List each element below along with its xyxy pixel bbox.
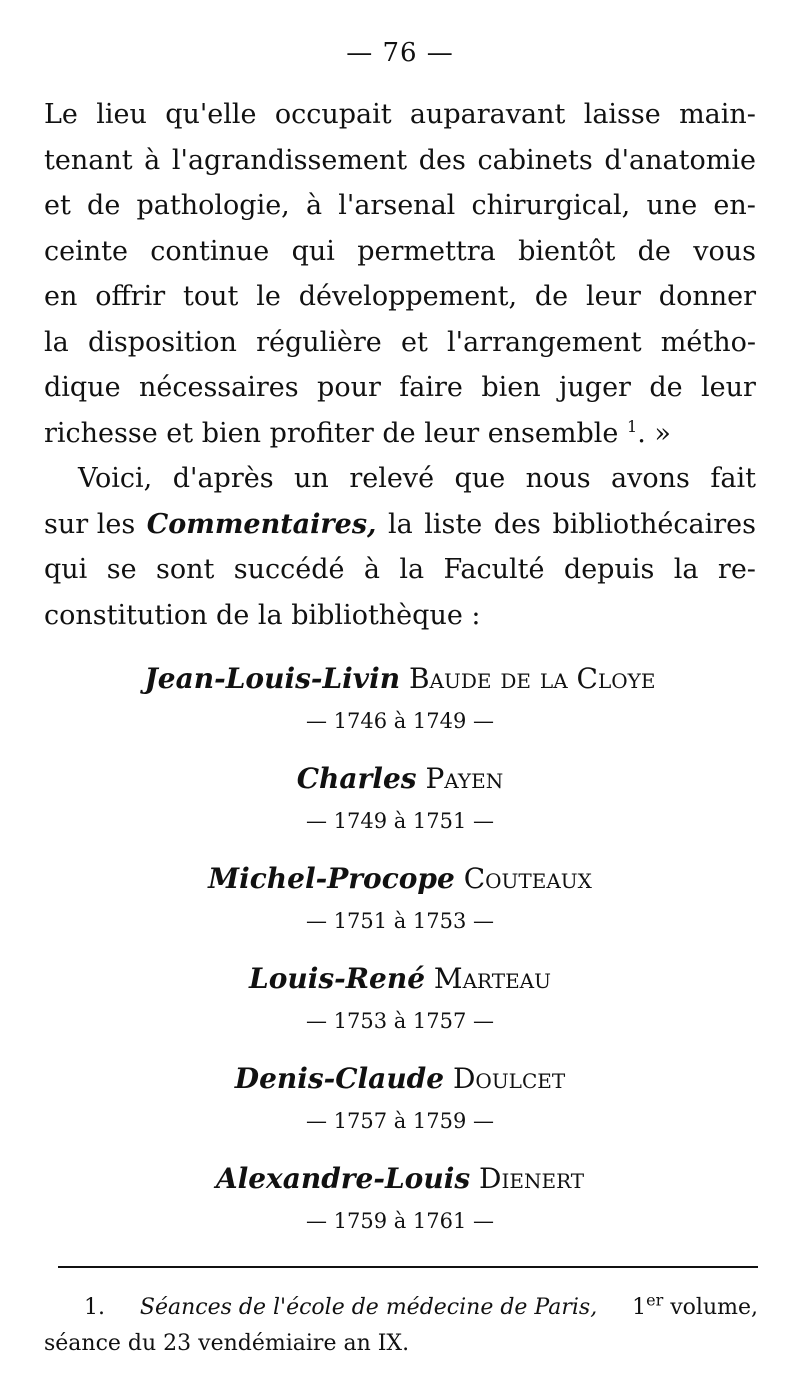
word: sont	[155, 554, 215, 585]
librarian-entry	[0, 1156, 800, 1256]
word: l'agrandissement	[171, 144, 408, 176]
p1-line-8-text	[44, 411, 671, 457]
p1-line-3	[44, 183, 756, 229]
word: Voici,	[78, 463, 153, 494]
p1-line-7	[44, 365, 756, 411]
family-name: Baude de la Cloye	[408, 662, 656, 695]
word: qui	[44, 554, 88, 585]
word: un	[294, 463, 329, 494]
word: développement,	[298, 281, 518, 312]
footnote-number: 1.	[84, 1295, 105, 1320]
librarian-name	[0, 856, 800, 902]
word: leur	[586, 281, 641, 312]
word: leur	[701, 372, 756, 403]
footnote-line-2: séance du 23 vendémiaire an IX.	[44, 1331, 410, 1356]
p2-line-2	[44, 502, 756, 548]
word: bientôt	[518, 235, 616, 267]
word: fait	[710, 463, 756, 494]
librarian-name	[0, 1056, 800, 1102]
p1-line-5	[44, 274, 756, 320]
footnote-divider	[58, 1266, 758, 1268]
word: une	[646, 190, 698, 221]
word: la	[673, 554, 699, 585]
line-prefix: sur les	[44, 508, 136, 540]
word: donner	[658, 281, 756, 312]
footnote-volume	[632, 1290, 758, 1326]
footnote-source-title: Séances de l'école de médecine de Paris,	[139, 1295, 598, 1320]
word: des	[493, 508, 541, 540]
librarian-entry	[0, 656, 800, 756]
word: la	[399, 554, 425, 585]
librarian-dates: — 1746 à 1749 —	[305, 709, 495, 733]
librarian-entry	[0, 856, 800, 956]
word: pathologie,	[136, 190, 290, 221]
word: avons	[611, 463, 690, 494]
word: l'arrangement	[447, 326, 642, 358]
word: auparavant	[409, 99, 566, 130]
librarian-dates: — 1749 à 1751 —	[305, 809, 495, 833]
family-name: Doulcet	[452, 1062, 566, 1095]
librarian-dates: — 1757 à 1759 —	[305, 1109, 495, 1133]
word: Le	[44, 99, 78, 130]
word: que	[454, 463, 506, 494]
family-name: Dienert	[479, 1162, 585, 1195]
footnote	[44, 1290, 758, 1362]
librarian-dates: — 1751 à 1753 —	[305, 909, 495, 933]
librarian-list	[0, 656, 800, 1256]
word: métho-	[660, 326, 756, 358]
word: disposition	[87, 326, 237, 358]
p2-line-4	[44, 593, 756, 639]
librarian-name	[0, 956, 800, 1002]
word: main-	[679, 99, 756, 130]
librarian-name	[0, 656, 800, 702]
italic-title: Commentaires,	[146, 508, 377, 540]
word: en	[44, 281, 78, 312]
word: Faculté	[443, 554, 545, 585]
word: régulière	[256, 326, 382, 358]
word: et	[44, 190, 71, 221]
word: se	[106, 554, 137, 585]
p1-line-2	[44, 138, 756, 184]
closing-quote: . »	[637, 417, 671, 449]
family-name: Payen	[425, 762, 504, 795]
footnote-ref[interactable]: 1	[627, 416, 638, 436]
word: liste	[424, 508, 483, 540]
word: bibliothécaires	[552, 508, 756, 540]
librarian-dates: — 1759 à 1761 —	[305, 1209, 495, 1233]
word: d'après	[172, 463, 274, 494]
p2-line-3	[44, 547, 756, 593]
word: la	[387, 508, 413, 540]
librarian-entry	[0, 956, 800, 1056]
word: faire	[399, 372, 463, 403]
word: la	[44, 326, 69, 358]
word: qui	[291, 235, 335, 267]
word: en-	[713, 190, 756, 221]
word: à	[305, 190, 323, 221]
librarian-name	[0, 756, 800, 802]
word: d'anatomie	[604, 144, 756, 176]
given-names: Michel-Procope	[208, 862, 455, 895]
word: relevé	[349, 463, 435, 494]
word: et	[400, 326, 428, 358]
word: tenant	[44, 144, 133, 176]
given-names: Charles	[296, 762, 417, 795]
word: continue	[150, 235, 270, 267]
word: à	[144, 144, 161, 176]
word: de	[534, 281, 569, 312]
volume-number: 1	[632, 1295, 647, 1320]
word: de	[87, 190, 121, 221]
word: nous	[525, 463, 591, 494]
word: re-	[717, 554, 756, 585]
given-names: Alexandre-Louis	[215, 1162, 471, 1195]
word: succédé	[233, 554, 345, 585]
word: pour	[317, 372, 381, 403]
librarian-entry	[0, 1056, 800, 1156]
family-name: Couteaux	[463, 862, 592, 895]
word: permettra	[357, 235, 496, 267]
volume-word: volume,	[670, 1295, 758, 1320]
footnote-line-1	[44, 1290, 758, 1326]
word: de	[649, 372, 683, 403]
word: tout	[182, 281, 239, 312]
word: à	[363, 554, 380, 585]
word: l'arsenal	[338, 190, 456, 221]
word: offrir	[95, 281, 166, 312]
family-name: Marteau	[433, 962, 551, 995]
librarian-entry	[0, 756, 800, 856]
line-text: richesse et bien profiter de leur ensemble	[44, 417, 619, 449]
word: le	[256, 281, 281, 312]
word: laisse	[583, 99, 661, 130]
word: vous	[693, 235, 756, 267]
word: juger	[559, 372, 631, 403]
p1-line-1	[44, 92, 756, 138]
librarian-name	[0, 1156, 800, 1202]
word: depuis	[563, 554, 655, 585]
line-text: constitution de la bibliothèque :	[44, 599, 481, 631]
body-text	[44, 92, 756, 638]
p1-line-4	[44, 229, 756, 275]
word: bien	[481, 372, 541, 403]
given-names: Jean-Louis-Livin	[144, 662, 401, 695]
p1-line-8	[44, 411, 756, 457]
word: cabinets	[477, 144, 593, 176]
word: ceinte	[44, 235, 128, 267]
page-number: — 76 —	[346, 38, 454, 68]
word: dique	[44, 372, 121, 403]
p1-line-6	[44, 320, 756, 366]
librarian-dates: — 1753 à 1757 —	[305, 1009, 495, 1033]
word: lieu	[96, 99, 147, 130]
given-names: Louis-René	[249, 962, 426, 995]
volume-ordinal: er	[646, 1290, 664, 1310]
word: qu'elle	[165, 99, 257, 130]
word: de	[637, 235, 671, 267]
word: chirurgical,	[471, 190, 631, 221]
word: occupait	[274, 99, 392, 130]
p2-line-1	[44, 456, 756, 502]
given-names: Denis-Claude	[234, 1062, 445, 1095]
word: des	[418, 144, 466, 176]
word: nécessaires	[138, 372, 299, 403]
